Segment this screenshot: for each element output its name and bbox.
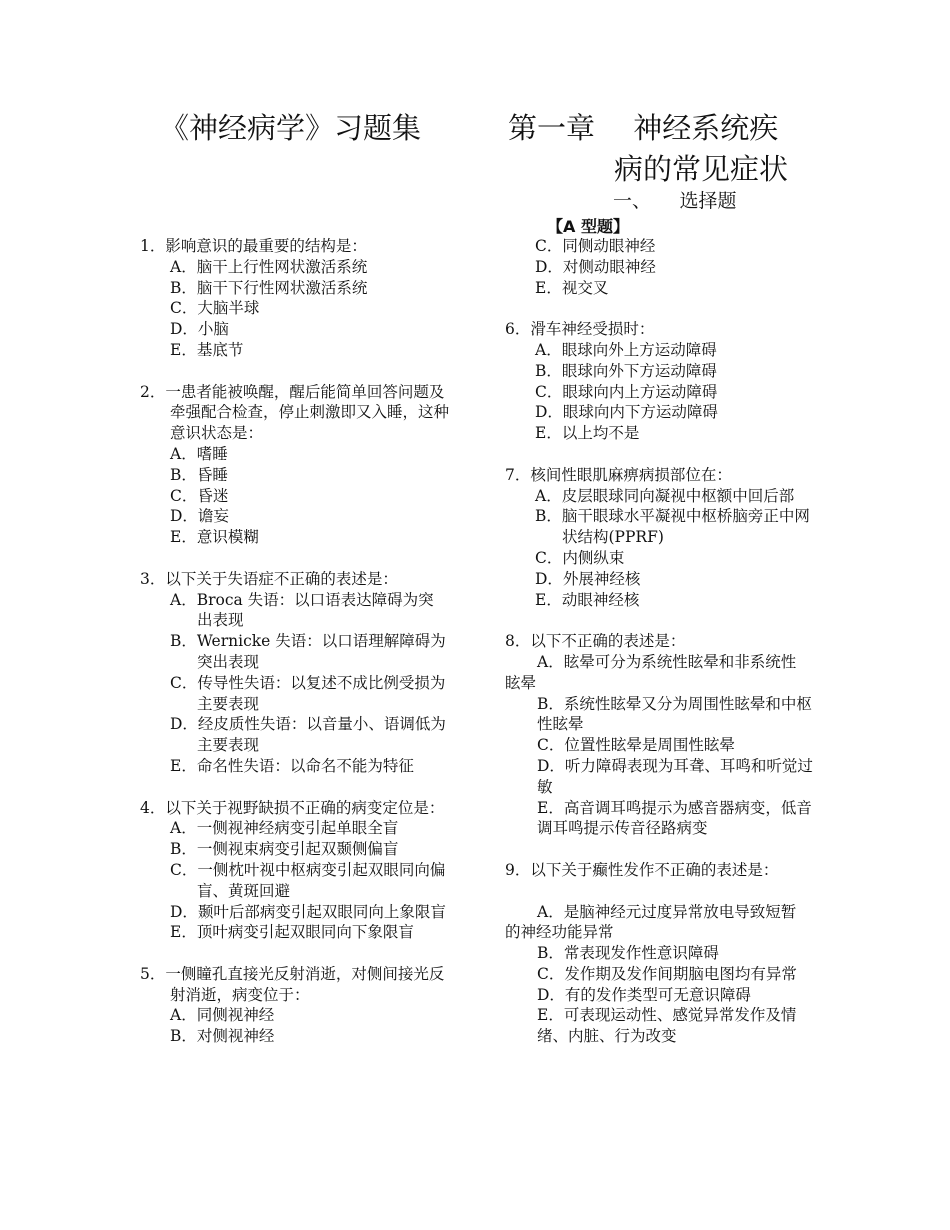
option-b: B．昏睡	[170, 465, 228, 484]
question-4	[140, 798, 460, 944]
question-1	[140, 236, 460, 361]
question-stem: 4．以下关于视野缺损不正确的病变定位是：	[140, 798, 445, 817]
option-a: A．是脑神经元过度异常放电导致短暂的神经功能异常	[505, 902, 797, 942]
question-5-continued	[505, 236, 835, 298]
option-c: C．同侧动眼神经	[535, 237, 656, 255]
option-e: E．以上均不是	[535, 424, 640, 443]
right-column	[505, 236, 835, 1068]
option-c: C．眼球向内上方运动障碍	[535, 382, 718, 401]
option-c: C．大脑半球	[170, 299, 260, 318]
option-b: B．眼球向外下方运动障碍	[535, 361, 717, 380]
option-b: B．系统性眩晕又分为周围性眩晕和中枢性眩晕	[537, 694, 812, 734]
option-b: B．常表现发作性意识障碍	[537, 944, 719, 963]
option-a: A．嗜睡	[170, 444, 228, 463]
question-stem: 3．以下关于失语症不正确的表述是：	[140, 569, 398, 588]
question-stem: 2．一患者能被唤醒，醒后能简单回答问题及牵强配合检查，停止刺激即又入睡，这种意识状态是：	[140, 382, 450, 443]
option-d: D．对侧动眼神经	[535, 257, 656, 276]
option-d: D．小脑	[170, 320, 229, 339]
section-heading: 一、 选择题	[613, 190, 737, 212]
question-stem: 5．一侧瞳孔直接光反射消逝，对侧间接光反射消逝，病变位于：	[140, 964, 445, 1004]
option-e: E．高音调耳鸣提示为感音器病变，低音调耳鸣提示传音径路病变	[537, 798, 812, 838]
option-b: B．脑干下行性网状激活系统	[170, 278, 368, 297]
option-c: C．一侧枕叶视中枢病变引起双眼同向偏盲、黄斑回避	[170, 860, 446, 900]
option-d: D．谵妄	[170, 507, 229, 526]
chapter-title-line-2: 病的常见症状	[614, 152, 789, 186]
question-7	[505, 465, 835, 611]
option-d: D．经皮质性失语：以音量小、语调低为主要表现	[170, 715, 446, 755]
option-a: A．一侧视神经病变引起单眼全盲	[170, 819, 399, 838]
option-e: E．动眼神经核	[535, 590, 640, 609]
question-type-label: 【A 型题】	[547, 217, 629, 236]
option-a: A．眩晕可分为系统性眩晕和非系统性眩晕	[505, 652, 797, 692]
option-b: B．一侧视束病变引起双颞侧偏盲	[170, 840, 399, 859]
option-c: C．昏迷	[170, 486, 229, 505]
question-stem: 6．滑车神经受损时：	[505, 320, 655, 339]
question-stem: 7．核间性眼肌麻痹病损部位在：	[505, 465, 732, 484]
option-d: D．外展神经核	[535, 569, 641, 588]
question-5	[140, 964, 460, 1047]
option-a: A．脑干上行性网状激活系统	[170, 257, 368, 276]
option-a: A．皮层眼球同向凝视中枢额中回后部	[535, 486, 795, 505]
option-e: E．视交叉	[535, 278, 609, 297]
question-3	[140, 569, 460, 777]
question-stem: 9．以下关于癫性发作不正确的表述是：	[505, 860, 779, 879]
chapter-title-line-1: 《神经病学》习题集 第一章 神经系统疾	[160, 111, 779, 145]
option-c: C．内侧纵束	[535, 548, 625, 567]
option-c: C．位置性眩晕是周围性眩晕	[537, 736, 735, 755]
option-a: A．眼球向外上方运动障碍	[535, 340, 717, 359]
option-a: A．Broca 失语：以口语表达障碍为突出表现	[170, 590, 434, 630]
option-a: A．同侧视神经	[170, 1006, 275, 1025]
question-2	[140, 382, 460, 548]
question-8	[505, 631, 835, 839]
question-stem: 8．以下不正确的表述是：	[505, 632, 686, 651]
option-c: C．发作期及发作间期脑电图均有异常	[537, 964, 797, 983]
option-e: E．意识模糊	[170, 528, 259, 547]
option-e: E．基底节	[170, 340, 244, 359]
option-d: D．颞叶后部病变引起双眼同向上象限盲	[170, 902, 446, 921]
option-b: B．对侧视神经	[170, 1027, 275, 1046]
option-c: C．传导性失语：以复述不成比例受损为主要表现	[170, 673, 446, 713]
question-stem: 1．影响意识的最重要的结构是：	[140, 237, 367, 255]
option-d: D．眼球向内下方运动障碍	[535, 403, 718, 422]
left-column	[140, 236, 460, 1068]
option-e: E．可表现运动性、感觉异常发作及情绪、内脏、行为改变	[537, 1006, 797, 1046]
question-9	[505, 860, 835, 1047]
option-e: E．命名性失语：以命名不能为特征	[170, 756, 414, 775]
option-b: B．脑干眼球水平凝视中枢桥脑旁正中网状结构(PPRF)	[535, 507, 810, 547]
option-b: B．Wernicke 失语：以口语理解障碍为突出表现	[170, 632, 446, 671]
option-e: E．顶叶病变引起双眼同向下象限盲	[170, 923, 414, 942]
question-6	[505, 319, 835, 444]
option-d: D．有的发作类型可无意识障碍	[537, 985, 751, 1004]
option-d: D．听力障碍表现为耳聋、耳鸣和听觉过敏	[537, 756, 813, 796]
